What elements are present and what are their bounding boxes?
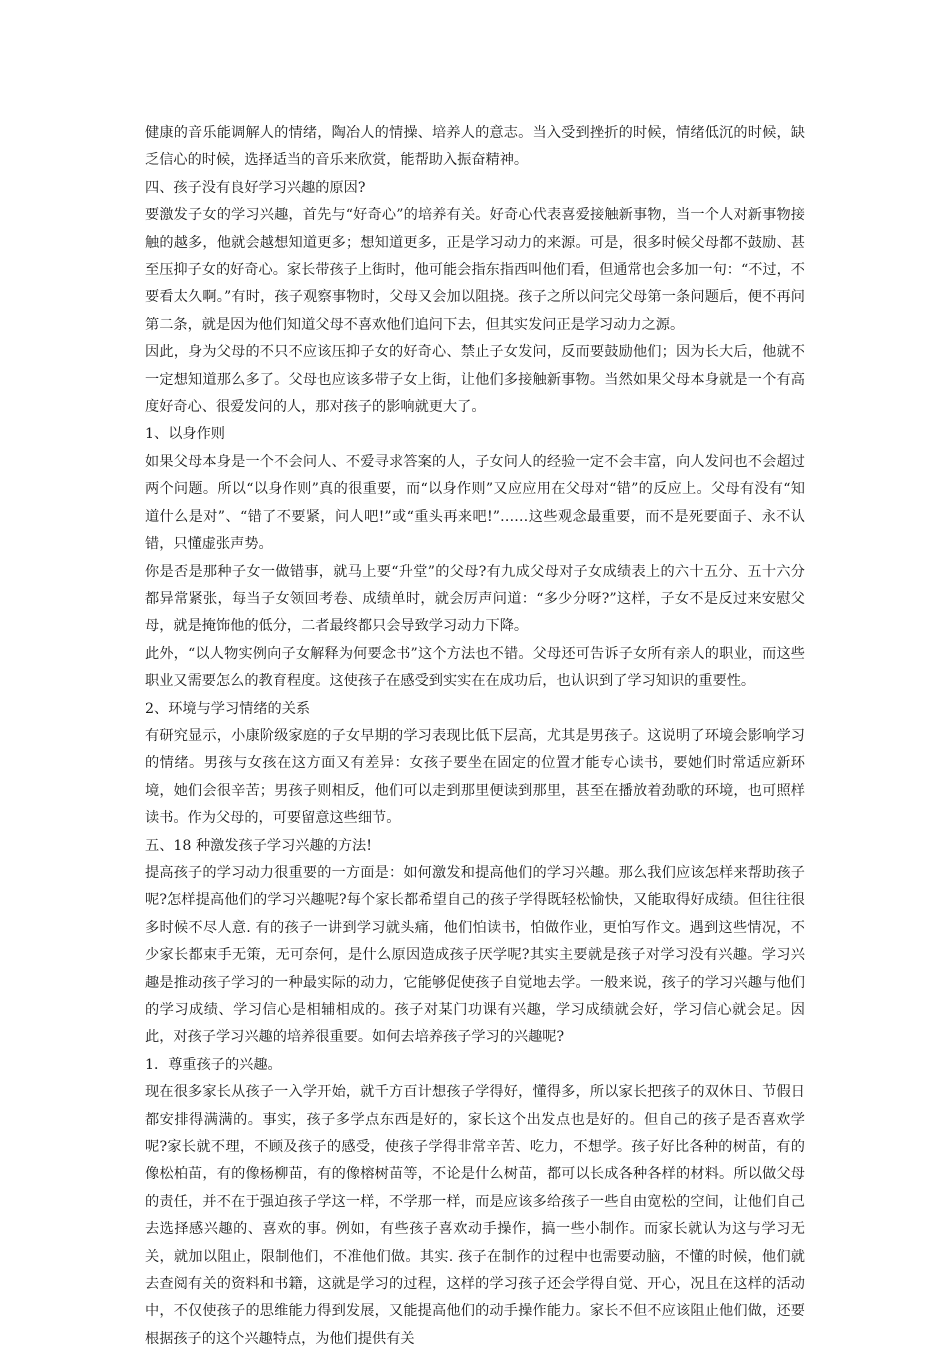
paragraph: 健康的音乐能调解人的情绪，陶冶人的情操、培养人的意志。当入受到挫折的时候，情绪低沉的时候，缺乏信心的时候，选择适当的音乐来欣赏，能帮助入振奋精神。: [145, 125, 805, 169]
subsection-heading: 1、以身作则: [145, 426, 225, 443]
paragraph: 因此，身为父母的不只不应该压抑子女的好奇心、禁止子女发问，反而要鼓励他们；因为长大后，他就不一定想知道那么多了。父母也应该多带子女上街，让他们多接触新事物。当然如果父母本身就是一个有高度好奇心、很爱发问的人，那对孩子的影响就更大了。: [145, 344, 805, 416]
paragraph: 此外，“以人物实例向子女解释为何要念书”这个方法也不错。父母还可告诉子女所有亲人的职业，而这些职业又需要怎么的教育程度。这使孩子在感受到实实在在成功后，也认识到了学习知识的重要性。: [145, 645, 805, 690]
subsection-heading: 1．尊重孩子的兴趣。: [145, 1056, 282, 1073]
paragraph: 如果父母本身是一个不会问人、不爱寻求答案的人，子女问人的经验一定不会丰富，向人发问也不会超过两个问题。所以“以身作则”真的很重要，而“以身作则”又应应用在父母对“错”的反应上。父母有没有“知道什么是对”、“错了不要紧，问人吧!”或“重头再来吧!”……这些观念最重要，而不是死要面子、永不认错，只懂虚张声势。: [145, 453, 805, 553]
paragraph: 你是否是那种子女一做错事，就马上要“升堂”的父母?有九成父母对子女成绩表上的六十五分、五十六分都异常紧张，每当子女领回考卷、成绩单时，就会厉声问道：“多少分呀?”这样，子女不是反过来安慰父母，就是掩饰他的低分，二者最终都只会导致学习动力下降。: [145, 563, 805, 635]
section-heading: 五、18 种激发孩子学习兴趣的方法!: [145, 837, 372, 854]
paragraph: 要激发子女的学习兴趣，首先与“好奇心”的培养有关。好奇心代表喜爱接触新事物，当一个人对新事物接触的越多，他就会越想知道更多；想知道更多，正是学习动力的来源。可是，很多时候父母都不鼓励、甚至压抑子女的好奇心。家长带孩子上街时，他可能会指东指西叫他们看，但通常也会多加一句：“不过，不要看太久啊。”有时，孩子观察事物时，父母又会加以阻挠。孩子之所以问完父母第一条问题后，便不再问第二条，就是因为他们知道父母不喜欢他们追问下去，但其实发问正是学习动力之源。: [145, 207, 805, 333]
subsection-heading: 2、环境与学习情绪的关系: [145, 700, 311, 717]
paragraph: 有研究显示，小康阶级家庭的子女早期的学习表现比低下层高，尤其是男孩子。这说明了环境会影响学习的情绪。男孩与女孩在这方面又有差异：女孩子要坐在固定的位置才能专心读书，要她们时常适应新环境，她们会很辛苦；男孩子则相反，他们可以走到那里便读到那里，甚至在播放着劲歌的环境，也可照样读书。作为父母的，可要留意这些细节。: [145, 727, 805, 827]
section-heading: 四、孩子没有良好学习兴趣的原因?: [145, 179, 366, 196]
document-page: [145, 120, 805, 1353]
paragraph: 提高孩子的学习动力很重要的一方面是：如何激发和提高他们的学习兴趣。那么我们应该怎样来帮助孩子呢?怎样提高他们的学习兴趣呢?每个家长都希望自己的孩子学得既轻松愉快，又能取得好成绩。但往往很多时候不尽人意. 有的孩子一讲到学习就头痛，他们怕读书，怕做作业，更怕写作文。遇到这些情况，不少家长都束手无策，无可奈何，是什么原因造成孩子厌学呢?其实主要就是孩子对学习没有兴趣。学习兴趣是推动孩子学习的一种最实际的动力，它能够促使孩子自觉地去学。一般来说，孩子的学习兴趣与他们的学习成绩、学习信心是相辅相成的。孩子对某门功课有兴趣，学习成绩就会好，学习信心就会足。因此，对孩子学习兴趣的培养很重要。如何去培养孩子学习的兴趣呢?: [145, 864, 805, 1046]
paragraph: 现在很多家长从孩子一入学开始，就千方百计想孩子学得好，懂得多，所以家长把孩子的双休日、节假日都安排得满满的。事实，孩子多学点东西是好的，家长这个出发点也是好的。但自己的孩子是否喜欢学呢?家长就不理，不顾及孩子的感受，使孩子学得非常辛苦、吃力，不想学。孩子好比各种的树苗，有的像松柏苗，有的像杨柳苗，有的像榕树苗等，不论是什么树苗，都可以长成各种各样的材料。所以做父母的责任，并不在于强迫孩子学这一样，不学那一样，而是应该多给孩子一些自由宽松的空间，让他们自己去选择感兴趣的、喜欢的事。例如，有些孩子喜欢动手操作，搞一些小制作。而家长就认为这与学习无关，就加以阻止，限制他们，不准他们做。其实. 孩子在制作的过程中也需要动脑，不懂的时候，他们就去查阅有关的资料和书籍，这就是学习的过程，这样的学习孩子还会学得自觉、开心，况且在这样的活动中，不仅使孩子的思维能力得到发展，又能提高他们的动手操作能力。家长不但不应该阻止他们做，还要根据孩子的这个兴趣特点，为他们提供有关: [145, 1084, 805, 1347]
